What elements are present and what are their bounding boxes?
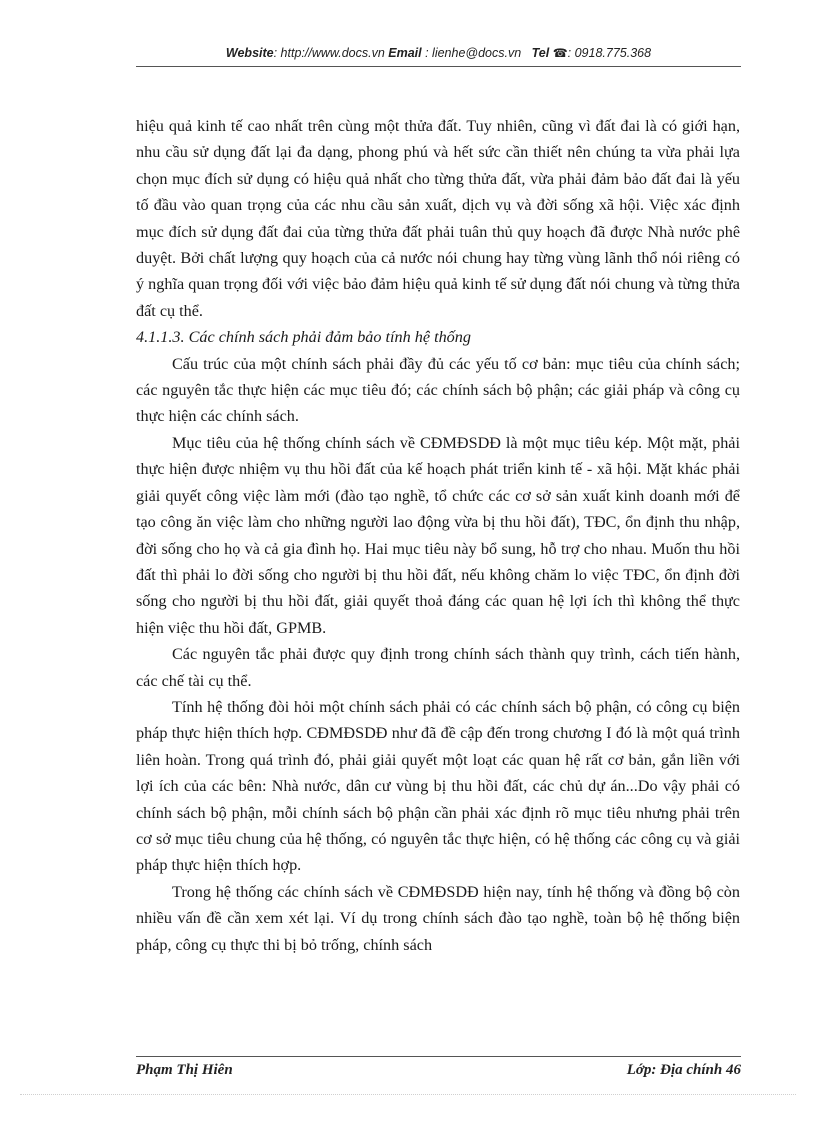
section-heading: 4.1.1.3. Các chính sách phải đảm bảo tính hệ thống (136, 328, 471, 347)
paragraph: Trong hệ thống các chính sách về CĐMĐSDĐ hiện nay, tính hệ thống và đồng bộ còn nhiều vấn đề cần xem xét lại. Ví dụ trong chính sách đào tạo nghề, toàn bộ hệ thống biện pháp, công cụ thực thi bị bỏ trống, chính sách (136, 882, 740, 954)
paragraph: Mục tiêu của hệ thống chính sách về CĐMĐSDĐ là một mục tiêu kép. Một mặt, phải thực hiện được nhiệm vụ thu hồi đất của kế hoạch phát triển kinh tế - xã hội. Mặt khác phải giải quyết công việc làm mới (đào tạo nghề, tổ chức các cơ sở sản xuất kinh doanh mới để tạo công ăn việc làm cho những người lao động vừa bị thu hồi đất), TĐC, ổn định thu nhập, đời sống cho họ và cả gia đình họ. Hai mục tiêu này bổ sung, hỗ trợ cho nhau. Muốn thu hồi đất thì phải lo đời sống cho người bị thu hồi đất, nếu không chăm lo việc TĐC, ổn định đời sống cho người bị thu hồi đất, giải quyết thoả đáng các quan hệ lợi ích thì không thể thực hiện việc thu hồi đất, GPMB. (136, 433, 740, 637)
footer-class: Lớp: Địa chính 46 (626, 1062, 741, 1078)
footer-author: Phạm Thị Hiên (136, 1062, 233, 1078)
paragraph: hiệu quả kinh tế cao nhất trên cùng một thửa đất. Tuy nhiên, cũng vì đất đai là có giới hạn, nhu cầu sử dụng đất lại đa dạng, phong phú và hết sức cần thiết nên chúng ta vừa phải lựa chọn mục đích sử dụng có hiệu quả nhất cho từng thửa đất, vừa phải đảm bảo đất đai là yếu tố đầu vào quan trọng của các nhu cầu sản xuất, dịch vụ và đời sống xã hội. Việc xác định mục đích sử dụng đất đai của từng thửa đất phải tuân thủ quy hoạch đã được Nhà nước phê duyệt. Bởi chất lượng quy hoạch của cả nước nói chung hay từng vùng lãnh thổ nói riêng có ý nghĩa quan trọng đối với việc bảo đảm hiệu quả kinh tế sử dụng đất nói chung và từng thửa đất cụ thể. (136, 117, 740, 320)
tel-label: Tel (531, 46, 550, 60)
website-label: Website (225, 46, 274, 60)
page-bottom-divider (20, 1094, 796, 1095)
phone-icon: ☎ (552, 46, 568, 60)
email-label: Email (388, 46, 422, 60)
website-url: : http://www.docs.vn (273, 46, 385, 60)
document-body (136, 113, 740, 958)
paragraph: Tính hệ thống đòi hỏi một chính sách phải có các chính sách bộ phận, có công cụ biện pháp thực hiện thích hợp. CĐMĐSDĐ như đã đề cập đến trong chương I đó là một quá trình liên hoàn. Trong quá trình đó, phải giải quyết một loạt các quan hệ rất cơ bản, gắn liền với lợi ích của các bên: Nhà nước, dân cư vùng bị thu hồi đất, các chủ dự án...Do vậy phải có chính sách bộ phận, mỗi chính sách bộ phận cần phải xác định rõ mục tiêu nhưng phải trên cơ sở mục tiêu chung của hệ thống, có nguyên tắc thực hiện, có hệ thống các công cụ và giải pháp thực hiện thích hợp. (136, 697, 740, 875)
page-footer (136, 1056, 741, 1079)
paragraph: Các nguyên tắc phải được quy định trong chính sách thành quy trình, cách tiến hành, các chế tài cụ thể. (136, 645, 740, 690)
page-header (136, 46, 741, 67)
tel-value: : 0918.775.368 (567, 46, 652, 60)
email-value: : lienhe@docs.vn (421, 46, 522, 60)
paragraph: Cấu trúc của một chính sách phải đầy đủ các yếu tố cơ bản: mục tiêu của chính sách; các nguyên tắc thực hiện các mục tiêu đó; các chính sách bộ phận; các giải pháp và công cụ thực hiện các chính sách. (136, 354, 740, 426)
